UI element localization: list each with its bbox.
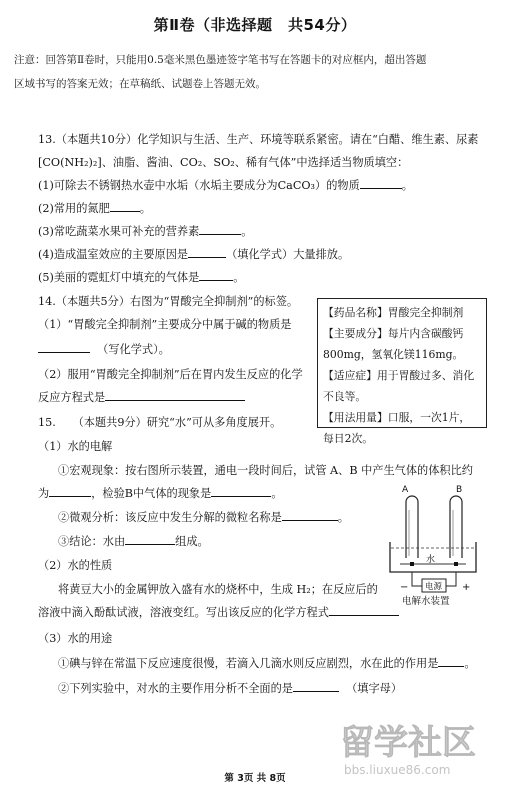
q15-1-2-text: ②微观分析：该反应中发生分解的微粒名称是	[58, 511, 282, 524]
label-line: 【适应症】用于胃酸过多、消化	[323, 369, 475, 382]
q15-3-1: ①碘与锌在常温下反应速度很慢，若滴入几滴水则反应剧烈，水在此的作用是 。	[58, 657, 476, 670]
label-line: 每日2次。	[323, 432, 374, 445]
q15-3-2	[58, 680, 402, 696]
label-line: 【用法用量】口服，一次1片，	[323, 411, 471, 424]
electrolysis-apparatus-figure	[378, 478, 488, 608]
test-tube-a	[406, 496, 418, 558]
label-line: 不良等。	[323, 390, 367, 403]
q15-section-3: （3）水的用途	[38, 632, 113, 645]
q15-3-2-text: ②下列实验中，对水的主要作用分析不全面的是	[58, 682, 293, 695]
watermark-url: bbs.liuxue86.com	[344, 763, 451, 777]
q14-item-2-text: 反应方程式是	[38, 391, 106, 404]
q14-stem: 14.（本题共5分）右图为“胃酸完全抑制剂”的标签。	[38, 295, 299, 308]
q13-item-5-text: (5)美丽的霓虹灯中填充的气体是	[38, 271, 200, 284]
q15-2-text-1: 将黄豆大小的金属钾放入盛有水的烧杯中，生成 H₂；在反应后的	[58, 583, 378, 596]
label-line: 【药品名称】胃酸完全抑制剂	[323, 306, 464, 319]
answer-blank[interactable]	[49, 486, 91, 497]
q13-item-2: (2)常用的氮肥 。	[38, 202, 151, 215]
q13-item-4-text: (4)造成温室效应的主要原因是	[38, 248, 189, 261]
answer-blank[interactable]	[110, 201, 140, 212]
electrode-b	[454, 562, 458, 566]
answer-blank[interactable]	[438, 656, 464, 667]
q15-3-1-text: ①碘与锌在常温下反应速度很慢，若滴入几滴水则反应剧烈，水在此的作用是	[58, 657, 439, 670]
q15-section-2: （2）水的性质	[38, 559, 113, 572]
q14-item-2: （2）服用“胃酸完全抑制剂”后在胃内发生反应的化学	[38, 368, 303, 381]
q15-stem: 15. （本题共9分）研究“水”可从多角度展开。	[38, 416, 282, 429]
label-line: 800mg，氢氧化镁116mg。	[323, 348, 464, 361]
answer-blank[interactable]	[188, 247, 226, 258]
q14-item-1-tail: （写化学式）。	[97, 343, 170, 356]
minus-sign: −	[400, 582, 409, 593]
wire-right	[446, 572, 456, 586]
q13-item-4-text-tail: （填化学式）大量排放。	[226, 248, 350, 261]
answer-blank[interactable]	[125, 534, 175, 545]
q15-1-1: ①宏观现象：按右图所示装置，通电一段时间后，试管 A、B 中产生气体的体积比约	[58, 464, 473, 477]
label-line: 【主要成分】每片内含碳酸钙	[323, 327, 464, 340]
q13-item-2-text: (2)常用的氮肥	[38, 202, 110, 215]
q14-item-1: （1）“胃酸完全抑制剂”主要成分中属于碱的物质是	[38, 318, 292, 331]
water-label: 水	[426, 555, 436, 565]
notice-line-1: 注意：回答第Ⅱ卷时，只能用0.5毫米黑色墨迹签字笔书写在答题卡的对应框内，超出答题	[14, 54, 427, 66]
q15-1-1-answer: 为 ，检验B中气体的现象是 。	[38, 487, 283, 500]
q15-section-1: （1）水的电解	[38, 440, 113, 453]
answer-blank[interactable]	[293, 681, 339, 692]
q15-1-3	[58, 533, 209, 549]
medicine-label-box	[317, 298, 487, 445]
q13-stem-line-1: 13.（本题共10分）化学知识与生活、生产、环境等联系紧密。请在“白醋、维生素、尿素	[38, 133, 479, 146]
q15-2-text-2-body: 溶液中滴入酚酞试液，溶液变红。写出该反应的化学方程式	[38, 606, 329, 619]
q13-item-1: (1)可除去不锈钢热水壶中水垢（水垢主要成分为CaCO₃）的物质 。	[38, 179, 413, 192]
electrode-a	[410, 562, 414, 566]
q13-item-1-text: (1)可除去不锈钢热水壶中水垢（水垢主要成分为CaCO₃）的物质	[38, 179, 360, 192]
wire-left	[412, 572, 422, 586]
answer-blank[interactable]	[360, 178, 402, 189]
answer-blank[interactable]	[282, 510, 338, 521]
q13-item-3-text: (3)常吃蔬菜水果可补充的营养素	[38, 225, 200, 238]
q14-item-1-answer	[38, 341, 170, 357]
q13-stem-line-2: [CO(NH₂)₂]、油脂、酱油、CO₂、SO₂、稀有气体”中选择适当物质填空：	[38, 156, 409, 169]
q15-1-1-mid: ，检验B中气体的现象是	[91, 487, 212, 500]
q15-1-2: ②微观分析：该反应中发生分解的微粒名称是 。	[58, 511, 349, 524]
q13-item-5: (5)美丽的霓虹灯中填充的气体是 。	[38, 271, 245, 284]
section-title: 第Ⅱ卷（非选择题 共54分）	[153, 16, 357, 34]
q14-item-2-answer	[38, 389, 245, 405]
q15-1-1-prefix: 为	[38, 487, 50, 500]
plus-sign: +	[462, 582, 471, 593]
q15-2-text-2	[38, 604, 399, 620]
figure-caption: 电解水装置	[402, 596, 450, 607]
q13-item-3: (3)常吃蔬菜水果可补充的营养素 。	[38, 225, 253, 238]
notice-line-2: 区域书写的答案无效；在草稿纸、试题卷上答题无效。	[14, 78, 266, 90]
q15-1-3-text: ③结论：水由	[58, 535, 126, 548]
test-tube-b	[450, 496, 462, 558]
tube-a-label: A	[402, 485, 409, 495]
answer-blank[interactable]	[38, 342, 90, 353]
q13-item-4	[38, 246, 349, 262]
page-footer: 第 3页 共 8页	[224, 773, 286, 784]
tube-b-label: B	[456, 485, 463, 495]
q15-3-2-tail: （填字母）	[346, 682, 403, 695]
answer-blank[interactable]	[211, 486, 271, 497]
q15-1-3-tail: 组成。	[175, 535, 209, 548]
power-label: 电源	[425, 582, 443, 592]
watermark-brand: 留学社区	[340, 723, 476, 763]
answer-blank[interactable]	[105, 390, 245, 401]
answer-blank[interactable]	[199, 270, 233, 281]
answer-blank[interactable]	[199, 224, 241, 235]
